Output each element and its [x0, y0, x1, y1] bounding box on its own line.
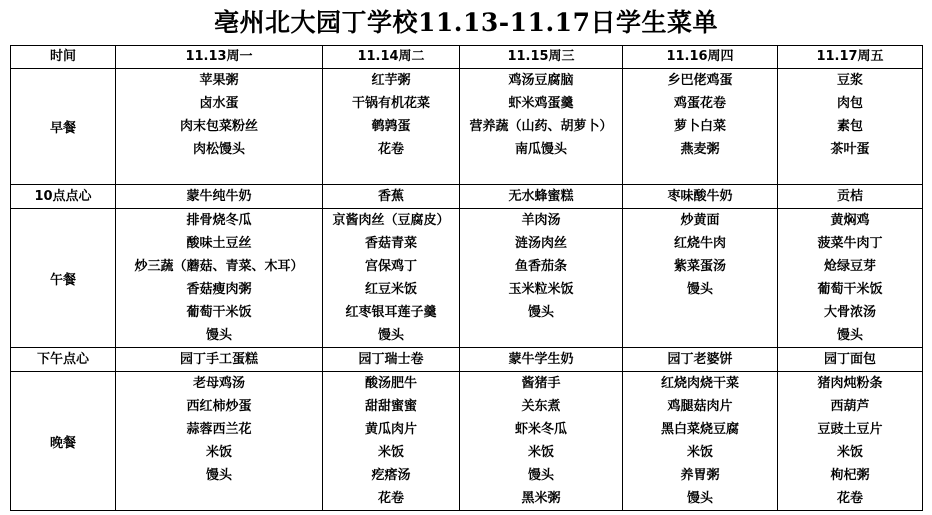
menu-item: 园丁老婆饼: [667, 352, 733, 367]
menu-cell: [623, 209, 778, 348]
header-row: [11, 46, 923, 69]
menu-item: 黑白菜烧豆腐: [660, 422, 739, 437]
menu-item: 营养蔬（山药、胡萝卜）: [469, 119, 613, 134]
menu-item: 老母鸡汤: [192, 376, 245, 391]
menu-item: 京酱肉丝（豆腐皮）: [332, 213, 450, 228]
meal-label: 10点点心: [11, 185, 116, 209]
menu-item: 馒头: [205, 328, 232, 343]
menu-item: 红芋粥: [371, 73, 411, 88]
menu-item: 玉米粒米饭: [508, 282, 574, 297]
menu-item: 馒头: [205, 468, 232, 483]
menu-item: 红烧牛肉: [673, 236, 726, 251]
menu-item: 乡巴佬鸡蛋: [667, 73, 733, 88]
meal-row-5: [11, 372, 923, 511]
menu-item: 肉末包菜粉丝: [179, 119, 258, 134]
menu-item: 蒙牛学生奶: [508, 352, 574, 367]
menu-item: 鸡汤豆腐脑: [508, 73, 574, 88]
menu-cell: [623, 185, 778, 209]
menu-item: 炒三蔬（蘑菇、青菜、木耳）: [134, 259, 304, 274]
menu-item: 南瓜馒头: [514, 142, 567, 157]
menu-item: 葡萄干米饭: [817, 282, 883, 297]
menu-item: 豆浆: [836, 73, 863, 88]
menu-item: 鹌鹑蛋: [371, 119, 411, 134]
menu-cell: [323, 372, 460, 511]
menu-item: 花卷: [377, 491, 404, 506]
menu-item: 黑米粥: [521, 491, 561, 506]
meal-label: 晚餐: [11, 372, 116, 511]
menu-item: 馒头: [686, 491, 713, 506]
meal-label: 下午点心: [11, 348, 116, 372]
menu-cell: [116, 185, 323, 209]
menu-cell: [323, 348, 460, 372]
menu-item: 馒头: [686, 282, 713, 297]
menu-item: 蒙牛纯牛奶: [186, 189, 252, 204]
menu-item: 黄焖鸡: [830, 213, 870, 228]
menu-item: 米饭: [377, 445, 404, 460]
menu-cell: [460, 348, 623, 372]
menu-item: 无水蜂蜜糕: [508, 189, 574, 204]
menu-item: 香菇青菜: [364, 236, 417, 251]
menu-item: 酸味土豆丝: [186, 236, 252, 251]
menu-item: 大骨浓汤: [823, 305, 876, 320]
menu-cell: [460, 209, 623, 348]
menu-table-body: [11, 46, 923, 511]
menu-cell: [116, 209, 323, 348]
menu-item: 猪肉炖粉条: [817, 376, 883, 391]
meal-row-2: [11, 185, 923, 209]
menu-item: 米饭: [205, 445, 232, 460]
menu-cell: [778, 348, 923, 372]
meal-label: 早餐: [11, 69, 116, 185]
menu-item: 西红柿炒蛋: [186, 399, 252, 414]
menu-cell: [778, 185, 923, 209]
menu-cell: [460, 185, 623, 209]
menu-item: 鱼香茄条: [514, 259, 567, 274]
menu-item: 米饭: [686, 445, 713, 460]
menu-item: 园丁面包: [823, 352, 876, 367]
menu-item: 卤水蛋: [199, 96, 239, 111]
menu-item: 紫菜蛋汤: [673, 259, 726, 274]
meal-row-3: [11, 209, 923, 348]
menu-item: 菠菜牛肉丁: [817, 236, 883, 251]
menu-item: 鸡腿菇肉片: [667, 399, 733, 414]
menu-item: 米饭: [836, 445, 863, 460]
menu-cell: [460, 69, 623, 185]
menu-item: 馒头: [527, 305, 554, 320]
menu-item: 馒头: [377, 328, 404, 343]
menu-item: 馒头: [836, 328, 863, 343]
menu-item: 虾米鸡蛋羹: [508, 96, 574, 111]
menu-item: 肉松馒头: [192, 142, 245, 157]
menu-item: 茶叶蛋: [830, 142, 870, 157]
menu-item: 酱猪手: [521, 376, 561, 391]
menu-item: 香菇瘦肉粥: [186, 282, 252, 297]
menu-item: 鸡蛋花卷: [673, 96, 726, 111]
menu-cell: [323, 69, 460, 185]
menu-item: 红枣银耳莲子羹: [345, 305, 437, 320]
meal-label: 午餐: [11, 209, 116, 348]
menu-item: 枸杞粥: [830, 468, 870, 483]
menu-cell: [116, 348, 323, 372]
menu-item: 甜甜蜜蜜: [364, 399, 417, 414]
menu-item: 炒黄面: [680, 213, 720, 228]
menu-item: 米饭: [527, 445, 554, 460]
menu-item: 关东煮: [521, 399, 561, 414]
menu-item: 馒头: [527, 468, 554, 483]
menu-item: 酸汤肥牛: [364, 376, 417, 391]
menu-cell: [623, 69, 778, 185]
menu-cell: [623, 348, 778, 372]
menu-item: 花卷: [377, 142, 404, 157]
menu-item: 贡桔: [836, 189, 863, 204]
menu-item: 园丁手工蛋糕: [179, 352, 258, 367]
menu-item: 苹果粥: [199, 73, 239, 88]
menu-item: 炝绿豆芽: [823, 259, 876, 274]
page-title: 亳州北大园丁学校11.13-11.17日学生菜单: [214, 8, 718, 37]
menu-item: 肉包: [836, 96, 863, 111]
menu-item: 蒜蓉西兰花: [186, 422, 252, 437]
menu-cell: [778, 69, 923, 185]
menu-item: 羊肉汤: [521, 213, 561, 228]
menu-item: 西葫芦: [830, 399, 870, 414]
menu-cell: [778, 209, 923, 348]
menu-item: 燕麦粥: [680, 142, 720, 157]
meal-row-1: [11, 69, 923, 185]
menu-cell: [116, 372, 323, 511]
menu-item: 虾米冬瓜: [514, 422, 567, 437]
day-header-fri: 11.17周五: [778, 46, 923, 69]
menu-cell: [323, 209, 460, 348]
menu-item: 宫保鸡丁: [364, 259, 417, 274]
menu-item: 枣味酸牛奶: [667, 189, 733, 204]
menu-cell: [460, 372, 623, 511]
menu-item: 萝卜白菜: [673, 119, 726, 134]
time-header-cell: 时间: [11, 46, 116, 69]
menu-item: 疙瘩汤: [371, 468, 411, 483]
day-header-wed: 11.15周三: [460, 46, 623, 69]
menu-item: 红烧肉烧干菜: [660, 376, 739, 391]
day-header-thu: 11.16周四: [623, 46, 778, 69]
menu-table: [10, 45, 923, 511]
menu-item: 养胃粥: [680, 468, 720, 483]
menu-item: 豆豉土豆片: [817, 422, 883, 437]
menu-item: 红豆米饭: [364, 282, 417, 297]
menu-item: 花卷: [836, 491, 863, 506]
menu-item: 葡萄干米饭: [186, 305, 252, 320]
meal-row-4: [11, 348, 923, 372]
menu-item: 园丁瑞士卷: [358, 352, 424, 367]
menu-item: 素包: [836, 119, 863, 134]
day-header-tue: 11.14周二: [323, 46, 460, 69]
menu-cell: [323, 185, 460, 209]
day-header-mon: 11.13周一: [116, 46, 323, 69]
menu-item: 排骨烧冬瓜: [186, 213, 252, 228]
menu-item: 香蕉: [377, 189, 404, 204]
menu-cell: [623, 372, 778, 511]
menu-item: 干锅有机花菜: [351, 96, 430, 111]
menu-cell: [116, 69, 323, 185]
menu-cell: [778, 372, 923, 511]
menu-item: 黄瓜肉片: [364, 422, 417, 437]
menu-item: 涟汤肉丝: [514, 236, 567, 251]
